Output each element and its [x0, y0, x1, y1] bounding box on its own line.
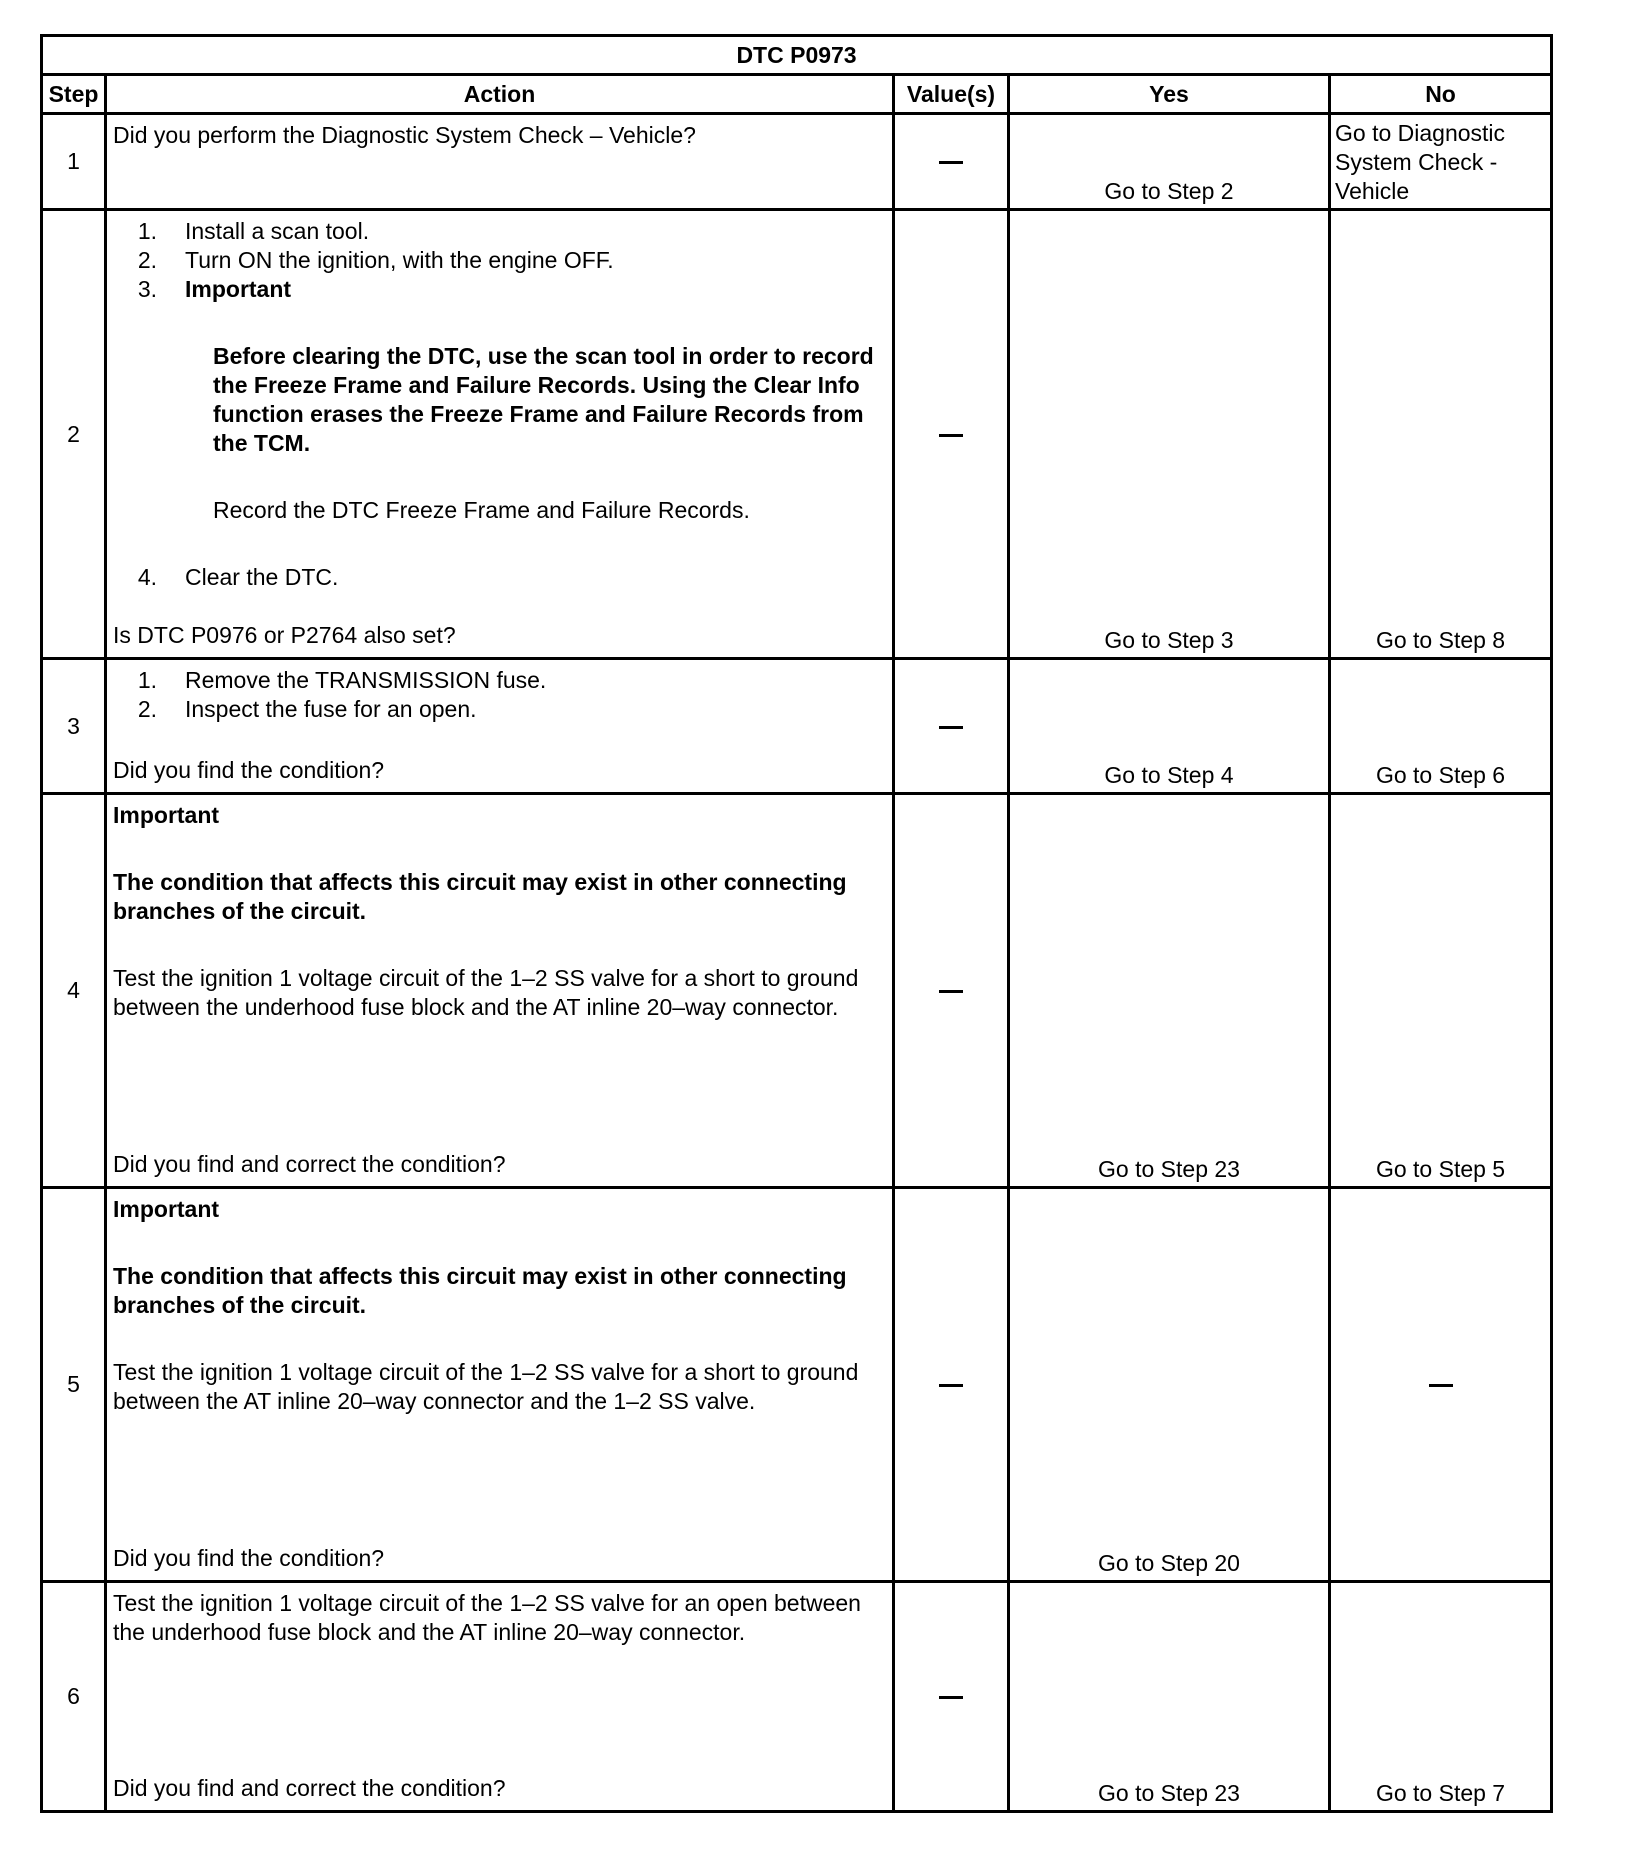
diagnostic-table	[40, 34, 1553, 1813]
record-instruction: Record the DTC Freeze Frame and Failure Records.	[213, 497, 750, 523]
table-row	[42, 1582, 1552, 1812]
table-title: DTC P0973	[42, 36, 1552, 75]
list-item: 2. Inspect the fuse for an open.	[137, 696, 477, 722]
list-item: 4. Clear the DTC.	[137, 564, 339, 590]
no-cell	[1330, 794, 1552, 1188]
dash-mark	[939, 1696, 963, 1699]
step-number: 4	[42, 794, 106, 1188]
no-cell	[1330, 210, 1552, 659]
action-question: Did you find the condition?	[113, 1545, 385, 1571]
header-yes: Yes	[1009, 75, 1330, 114]
value-cell	[894, 794, 1009, 1188]
action-question: Did you find and correct the condition?	[113, 1775, 506, 1801]
action-cell	[106, 210, 894, 659]
list-item: 1. Remove the TRANSMISSION fuse.	[137, 667, 547, 693]
no-cell	[1330, 1188, 1552, 1582]
action-cell	[106, 114, 894, 210]
dash-mark	[939, 434, 963, 437]
important-note: The condition that affects this circuit may exist in other connecting branches of the circuit.	[113, 869, 847, 924]
action-question: Did you perform the Diagnostic System Check – Vehicle?	[113, 122, 696, 148]
yes-answer: Go to Step 4	[1104, 762, 1234, 788]
step-number: 5	[42, 1188, 106, 1582]
action-cell	[106, 1582, 894, 1812]
table-row	[42, 1188, 1552, 1582]
dash-mark	[939, 1384, 963, 1387]
test-instruction: Test the ignition 1 voltage circuit of the 1–2 SS valve for an open between the underhood fuse block and the AT inline 20–way connector.	[113, 1590, 861, 1645]
action-question: Did you find the condition?	[113, 757, 385, 783]
table-row	[42, 794, 1552, 1188]
yes-answer: Go to Step 23	[1098, 1780, 1240, 1806]
no-cell	[1330, 1582, 1552, 1812]
step-number: 1	[42, 114, 106, 210]
important-note: The condition that affects this circuit may exist in other connecting branches of the circuit.	[113, 1263, 847, 1318]
value-cell	[894, 210, 1009, 659]
action-list	[113, 217, 888, 304]
no-answer: Go to Step 6	[1375, 762, 1506, 788]
yes-cell	[1009, 1188, 1330, 1582]
test-instruction: Test the ignition 1 voltage circuit of the 1–2 SS valve for a short to ground between the AT inline 20–way connector and the 1–2 SS valve.	[113, 1359, 859, 1414]
dash-mark	[1429, 1384, 1453, 1387]
list-item: 3. Important	[137, 276, 292, 302]
header-values: Value(s)	[894, 75, 1009, 114]
action-list	[113, 563, 888, 592]
table-row	[42, 114, 1552, 210]
header-no: No	[1330, 75, 1552, 114]
yes-cell	[1009, 794, 1330, 1188]
important-heading: Important	[113, 802, 220, 828]
list-item: 2. Turn ON the ignition, with the engine OFF.	[137, 247, 614, 273]
action-list	[113, 666, 888, 724]
yes-cell	[1009, 659, 1330, 794]
action-cell	[106, 794, 894, 1188]
important-note: Before clearing the DTC, use the scan tool in order to record the Freeze Frame and Failure Records. Using the Clear Info function erases the Freeze Frame and Failure Records from the TCM.	[213, 343, 874, 456]
important-heading: Important	[113, 1196, 220, 1222]
value-cell	[894, 114, 1009, 210]
step-number: 3	[42, 659, 106, 794]
no-answer: Go to Step 7	[1375, 1780, 1506, 1806]
yes-cell	[1009, 1582, 1330, 1812]
step-number: 6	[42, 1582, 106, 1812]
yes-cell	[1009, 210, 1330, 659]
value-cell	[894, 1188, 1009, 1582]
dash-mark	[939, 161, 963, 164]
yes-answer: Go to Step 23	[1098, 1156, 1240, 1182]
step-number: 2	[42, 210, 106, 659]
table-row	[42, 659, 1552, 794]
yes-answer: Go to Step 3	[1104, 627, 1234, 653]
action-question: Did you find and correct the condition?	[113, 1151, 506, 1177]
yes-answer: Go to Step 20	[1098, 1550, 1240, 1576]
value-cell	[894, 659, 1009, 794]
header-action: Action	[106, 75, 894, 114]
action-cell	[106, 659, 894, 794]
action-cell	[106, 1188, 894, 1582]
dash-mark	[939, 990, 963, 993]
header-step: Step	[42, 75, 106, 114]
test-instruction: Test the ignition 1 voltage circuit of the 1–2 SS valve for a short to ground between the underhood fuse block and the AT inline 20–way connector.	[113, 965, 859, 1020]
dash-mark	[939, 726, 963, 729]
list-item: 1. Install a scan tool.	[137, 218, 370, 244]
yes-answer: Go to Step 2	[1104, 178, 1234, 204]
diagnostic-document	[40, 34, 1550, 1813]
yes-cell	[1009, 114, 1330, 210]
table-row	[42, 210, 1552, 659]
no-answer: Go to Step 5	[1375, 1156, 1506, 1182]
no-cell	[1330, 659, 1552, 794]
action-question: Is DTC P0976 or P2764 also set?	[113, 622, 456, 648]
value-cell	[894, 1582, 1009, 1812]
no-answer: Go to Step 8	[1375, 627, 1506, 653]
title-row	[42, 36, 1552, 75]
no-cell	[1330, 114, 1552, 210]
header-row	[42, 75, 1552, 114]
no-answer: Go to Diagnostic System Check - Vehicle	[1335, 120, 1506, 204]
